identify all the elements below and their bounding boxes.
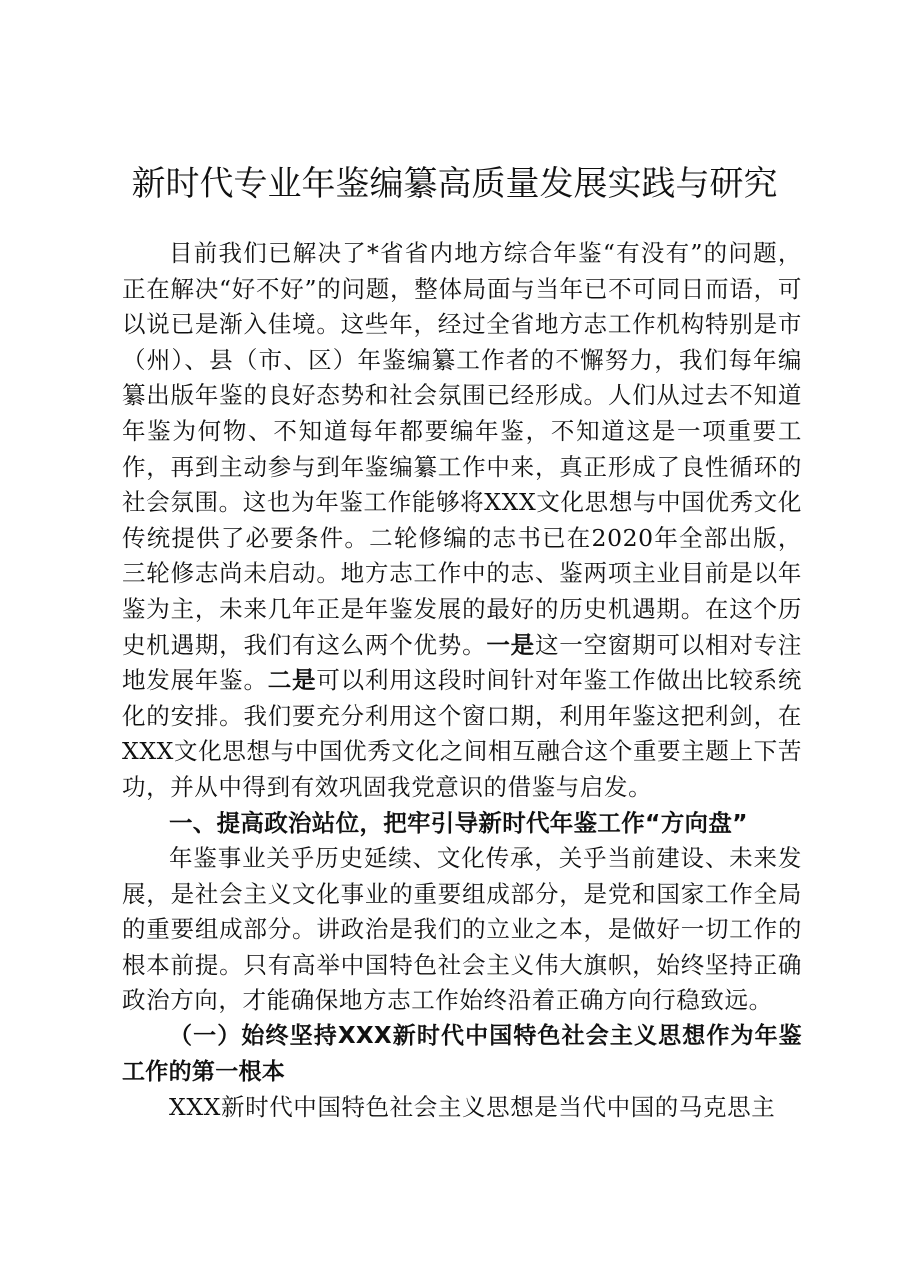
intro-text-part1: 目前我们已解决了*省省内地方综合年鉴“有没有”的问题，正在解决“好不好”的问题，整体局面与当年已不可同日而语，可以说已是渐入佳境。这些年，经过全省地方志工作机构特别是市（州）、县（市、区）年鉴编纂工作者的不懈努力，我们每年编纂出版年鉴的良好态势和社会氛围已经形成。人们从过去不知道年鉴为何物、不知道每年都要编年鉴，不知道这是一项重要工作，再到主动参与到年鉴编纂工作中来，真正形成了良性循环的社会氛围。这也为年鉴工作能够将XXX文化思想与中国优秀文化传统提供了必要条件。二轮修编的志书已在2020年全部出版，三轮修志尚未启动。地方志工作中的志、鉴两项主业目前是以年鉴为主，未来几年正是年鉴发展的最好的历史机遇期。在这个历史机遇期，我们有这么两个优势。 (122, 239, 802, 659)
intro-text-part3: 可以利用这段时间针对年鉴工作做出比较系统化的安排。我们要充分利用这个窗口期，利用年鉴这把利剑，在XXX文化思想与中国优秀文化之间相互融合这个重要主题上下苦功，并从中得到有效巩固我党意识的借鉴与启发。 (122, 666, 803, 801)
section-heading-1: 一、提高政治站位，把牢引导新时代年鉴工作“方向盘” (169, 808, 748, 837)
intro-paragraph (122, 236, 802, 806)
document-body (122, 236, 802, 1126)
document-title: 新时代专业年鉴编纂高质量发展实践与研究 (131, 164, 778, 204)
subsection-1-paragraph: XXX新时代中国特色社会主义思想是当代中国的马克思主 (169, 1093, 776, 1122)
intro-bold-second: 二是 (267, 666, 317, 695)
section-1-paragraph: 年鉴事业关乎历史延续、文化传承，关乎当前建设、未来发展，是社会主义文化事业的重要组成部分，是党和国家工作全局的重要组成部分。讲政治是我们的立业之本，是做好一切工作的根本前提。只有高举中国特色社会主义伟大旗帜，始终坚持正确政治方向，才能确保地方志工作始终沿着正确方向行稳致远。 (122, 844, 802, 1015)
intro-bold-first: 一是 (486, 630, 535, 659)
intro-text-part2: 这一空窗期可以相对专注地发展年鉴。 (122, 630, 803, 695)
subsection-heading-1: （一）始终坚持XXX新时代中国特色社会主义思想作为年鉴工作的第一根本 (122, 1023, 802, 1085)
